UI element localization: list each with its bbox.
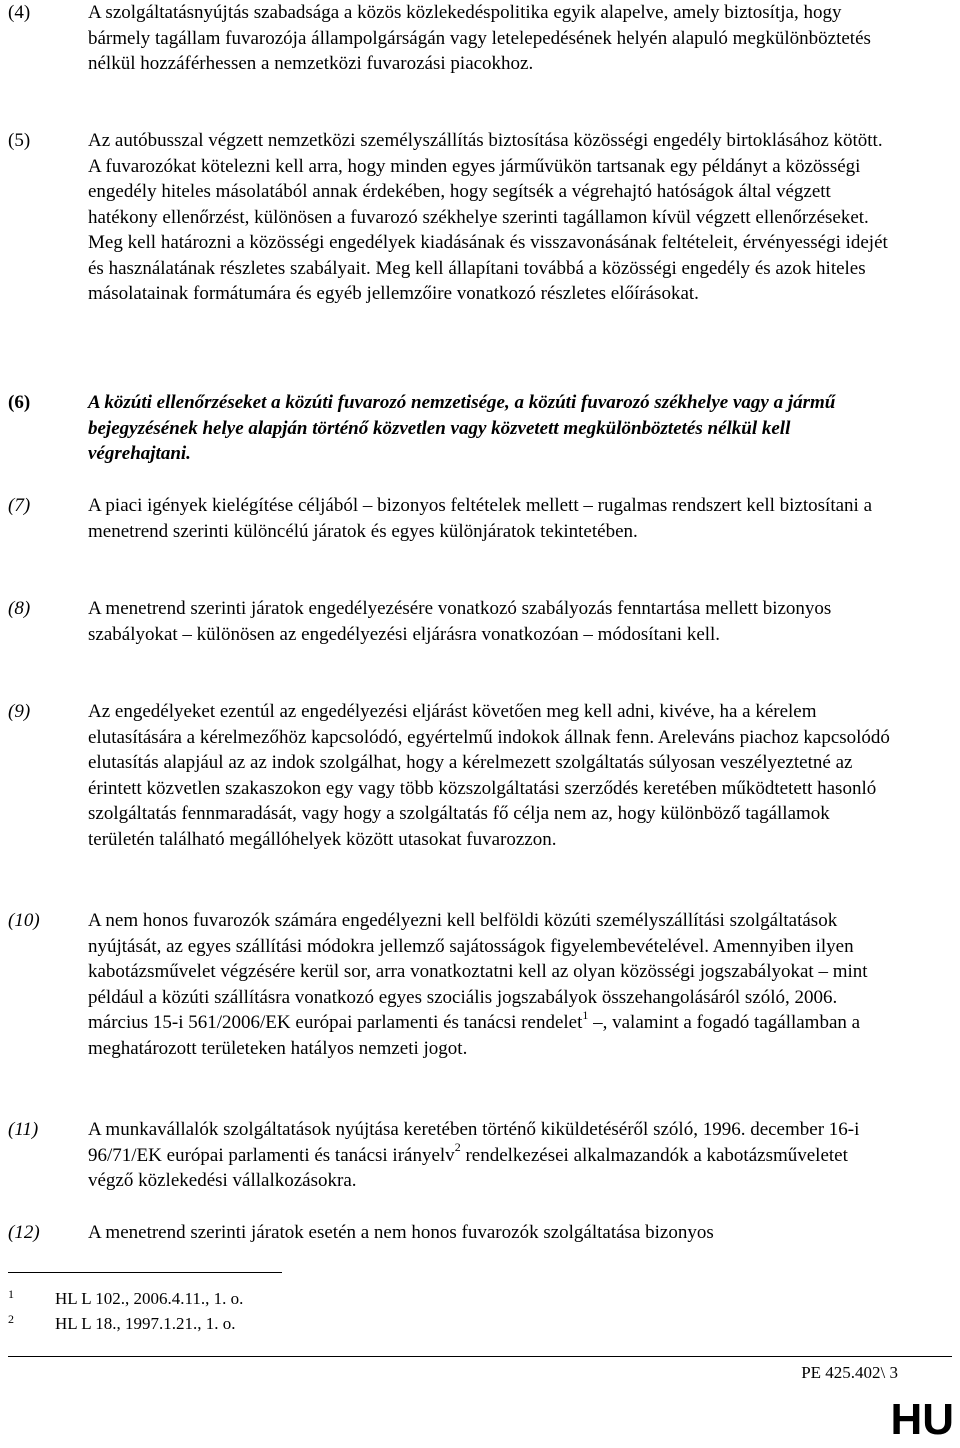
paragraph-number: (11)	[8, 1119, 39, 1140]
footnote-divider	[8, 1272, 282, 1273]
paragraph-number: (5)	[8, 130, 31, 151]
paragraph-text-part: rendelkezései alkalmazandók a kabotázsműveletet végző közlekedési vállalkozásokra.	[88, 1144, 848, 1191]
paragraph-number: (12)	[8, 1222, 40, 1243]
footnote-text: HL L 102., 2006.4.11., 1. o.	[55, 1289, 244, 1308]
paragraph-text: Az engedélyeket ezentúl az engedélyezési eljárást követően meg kell adni, kivéve, ha a kérelem elutasítására a kérelmezőhöz kapcsolódó, egyértelmű indokok állnak fenn. Areleváns piachoz kapcsolódó elutasítás alapjául az az indok szolgálhat, hogy a kérelmezett szolgáltatás súlyosan veszélyeztetné az érintett közvetlen szakaszokon egy vagy több közszolgáltatási szerződés keretében működtetett hasonló szolgáltatás fennmaradását, vagy hogy a szolgáltatás fő célja nem az, hogy különböző tagállamok területén található megállóhelyek között utasokat fuvarozzon.	[88, 701, 890, 850]
paragraph-number: (8)	[8, 598, 31, 619]
paragraph-text: A menetrend szerinti járatok esetén a nem honos fuvarozók szolgáltatása bizonyos	[88, 1222, 714, 1243]
footnote-reference[interactable]: 1	[582, 1007, 589, 1022]
page-reference: PE 425.402\ 3	[801, 1363, 898, 1382]
paragraph-number: (6)	[8, 392, 31, 413]
paragraph-text-part: –, valamint a fogadó tagállamban a meghatározott területeken hatályos nemzeti jogot.	[88, 1012, 861, 1059]
paragraph-number: (9)	[8, 701, 31, 722]
footnote-number: 1	[8, 1287, 14, 1301]
footer-divider	[8, 1356, 952, 1357]
paragraph-text	[88, 1117, 896, 1194]
paragraph-text: A piaci igények kielégítése céljából – bizonyos feltételek mellett – rugalmas rendszert kell biztosítani a menetrend szerinti különcélú járatok és egyes különjáratok tekintetében.	[88, 495, 873, 542]
language-code: HU	[890, 1395, 954, 1444]
paragraph-text: Az autóbusszal végzett nemzetközi személyszállítás biztosítása közösségi engedély birtoklásához kötött. A fuvarozókat kötelezni kell arra, hogy minden egyes járművükön tartsanak egy példányt a közösségi engedély hiteles másolatából annak érdekében, hogy segítsék a végrehajtó hatóságok által végzett hatékony ellenőrzést, különösen a fuvarozó székhelye szerinti tagállamon kívül végzett ellenőrzéseket. Meg kell határozni a közösségi engedélyek kiadásának és visszavonásának feltételeit, érvényességi idejét és használatának részletes szabályait. Meg kell állapítani továbbá a közösségi engedély és azok hiteles másolatainak formátumára és egyéb jellemzőire vonatkozó részletes előírásokat.	[88, 130, 888, 304]
paragraph-number: (7)	[8, 495, 31, 516]
footnote-number: 2	[8, 1312, 14, 1326]
paragraph-text	[88, 908, 896, 1061]
paragraph-number: (10)	[8, 910, 40, 931]
paragraph-text: A szolgáltatásnyújtás szabadsága a közös közlekedéspolitika egyik alapelve, amely biztosítja, hogy bármely tagállam fuvarozója állampolgárságán vagy letelepedésének helyén alapuló megkülönböztetés nélkül hozzáférhessen a nemzetközi fuvarozási piacokhoz.	[88, 2, 871, 74]
footnote-reference[interactable]: 2	[454, 1140, 461, 1155]
paragraph-text: A közúti ellenőrzéseket a közúti fuvarozó nemzetisége, a közúti fuvarozó székhelye vagy a jármű bejegyzésének helye alapján történő közvetlen vagy közvetett megkülönböztetés nélkül kell végrehajtani.	[88, 392, 836, 464]
paragraph-text-part: A munkavállalók szolgáltatások nyújtása keretében történő kiküldetéséről szóló, 1996. december 16-i 96/71/EK európai parlamenti és tanácsi irányelv	[88, 1119, 860, 1166]
footnote-text: HL L 18., 1997.1.21., 1. o.	[55, 1314, 236, 1333]
paragraph-text: A menetrend szerinti járatok engedélyezésére vonatkozó szabályozás fenntartása mellett bizonyos szabályokat – különösen az engedélyezési eljárásra vonatkozóan – módosítani kell.	[88, 598, 832, 645]
paragraph-number: (4)	[8, 2, 31, 23]
paragraph-text-part: A nem honos fuvarozók számára engedélyezni kell belföldi közúti személyszállítási szolgáltatások nyújtását, az egyes szállítási módokra jellemző sajátosságok figyelembevételével. Amennyiben ilyen kabotázsművelet végzésére kerül sor, arra vonatkoztatni kell az olyan közösségi jogszabályokat – mint például a közúti szállításra vonatkozó egyes szociális jogszabályok összehangolásáról szóló, 2006. március 15-i 561/2006/EK európai parlamenti és tanácsi rendelet	[88, 910, 868, 1033]
